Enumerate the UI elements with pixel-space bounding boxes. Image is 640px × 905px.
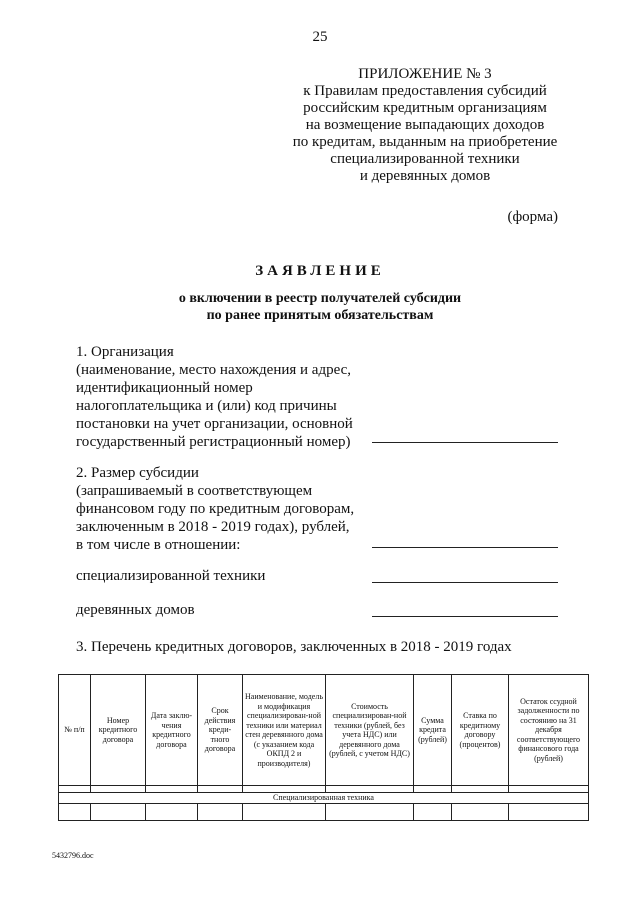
appendix-header <box>280 66 570 185</box>
table-cell[interactable] <box>59 786 91 793</box>
table-cell[interactable] <box>91 804 146 821</box>
item-contracts-list: 3. Перечень кредитных договоров, заключенных в 2018 - 2019 годах <box>76 639 512 655</box>
header-cell: Ставка по кредитному договору (процентов) <box>452 675 509 786</box>
table-cell[interactable] <box>146 804 198 821</box>
header-cell: Стоимость специализирован-ной техники (рублей, без учета НДС) или деревянного дома (рублей, с учетом НДС) <box>326 675 414 786</box>
document-title: ЗАЯВЛЕНИЕ <box>255 263 385 279</box>
special-equipment-fill-line[interactable] <box>372 582 558 583</box>
item-organization <box>76 343 353 451</box>
table-cell[interactable] <box>509 804 589 821</box>
item2-line: заключенным в 2018 - 2019 годах), рублей, <box>76 519 350 535</box>
item2-line: в том числе в отношении: <box>76 537 241 553</box>
table-cell[interactable] <box>509 786 589 793</box>
page-number: 25 <box>312 29 328 45</box>
appendix-line: по кредитам, выданным на приобретение <box>292 134 558 150</box>
subtitle-line: о включении в реестр получателей субсидии <box>178 291 462 306</box>
table-row <box>59 786 589 793</box>
item2-line: финансовом году по кредитным договорам, <box>76 501 355 517</box>
table-cell[interactable] <box>243 804 326 821</box>
subsidy-amount-fill-line[interactable] <box>372 547 558 548</box>
wooden-houses-label: деревянных домов <box>76 602 195 618</box>
document-subtitle <box>0 290 640 324</box>
item2-line: (запрашиваемый в соответствующем <box>76 483 313 499</box>
table-cell[interactable] <box>59 804 91 821</box>
table-cell[interactable] <box>452 804 509 821</box>
form-label: (форма) <box>507 209 558 225</box>
item1-line: постановки на учет организации, основной <box>76 416 353 432</box>
header-cell: Номер кредитного договора <box>91 675 146 786</box>
wooden-houses-fill-line[interactable] <box>372 616 558 617</box>
header-cell: № п/п <box>59 675 91 786</box>
table-cell[interactable] <box>326 804 414 821</box>
item-subsidy-amount <box>76 464 354 554</box>
table-section-row <box>59 793 589 804</box>
appendix-line: на возмещение выпадающих доходов <box>305 117 545 133</box>
table-cell[interactable] <box>414 786 452 793</box>
section-label: Специализированная техника <box>59 793 589 804</box>
table-cell[interactable] <box>326 786 414 793</box>
subtitle-line: по ранее принятым обязательствам <box>206 308 434 323</box>
header-cell: Наименование, модель и модификация специализирован-ной техники или материал стен деревянного дома (с указанием кода ОКПД 2 и производителя) <box>243 675 326 786</box>
table-cell[interactable] <box>198 804 243 821</box>
item1-line: 1. Организация <box>76 344 174 360</box>
appendix-line: и деревянных домов <box>359 168 491 184</box>
table-row <box>59 804 589 821</box>
item1-line: (наименование, место нахождения и адрес, <box>76 362 352 378</box>
item1-line: налогоплательщика и (или) код причины <box>76 398 337 414</box>
table-cell[interactable] <box>452 786 509 793</box>
special-equipment-label: специализированной техники <box>76 568 266 584</box>
header-cell: Сумма кредита (рублей) <box>414 675 452 786</box>
header-cell: Остаток ссудной задолженности по состоянию на 31 декабря соответствующего финансового года (рублей) <box>509 675 589 786</box>
table-cell[interactable] <box>198 786 243 793</box>
table-cell[interactable] <box>146 786 198 793</box>
table-cell[interactable] <box>243 786 326 793</box>
table-header-row <box>59 675 589 786</box>
appendix-line: ПРИЛОЖЕНИЕ № 3 <box>358 66 492 82</box>
item2-line: 2. Размер субсидии <box>76 465 199 481</box>
appendix-line: российским кредитным организациям <box>303 100 547 116</box>
table-cell[interactable] <box>91 786 146 793</box>
contracts-table <box>58 674 589 821</box>
appendix-line: специализированной техники <box>330 151 520 167</box>
file-name-footer: 5432796.doc <box>52 851 94 860</box>
item1-line: идентификационный номер <box>76 380 253 396</box>
organization-fill-line[interactable] <box>372 442 558 443</box>
appendix-line: к Правилам предоставления субсидий <box>303 83 547 99</box>
table-cell[interactable] <box>414 804 452 821</box>
header-cell: Срок действия креди-тного договора <box>198 675 243 786</box>
item1-line: государственный регистрационный номер) <box>76 434 351 450</box>
header-cell: Дата заклю-чения кредитного договора <box>146 675 198 786</box>
